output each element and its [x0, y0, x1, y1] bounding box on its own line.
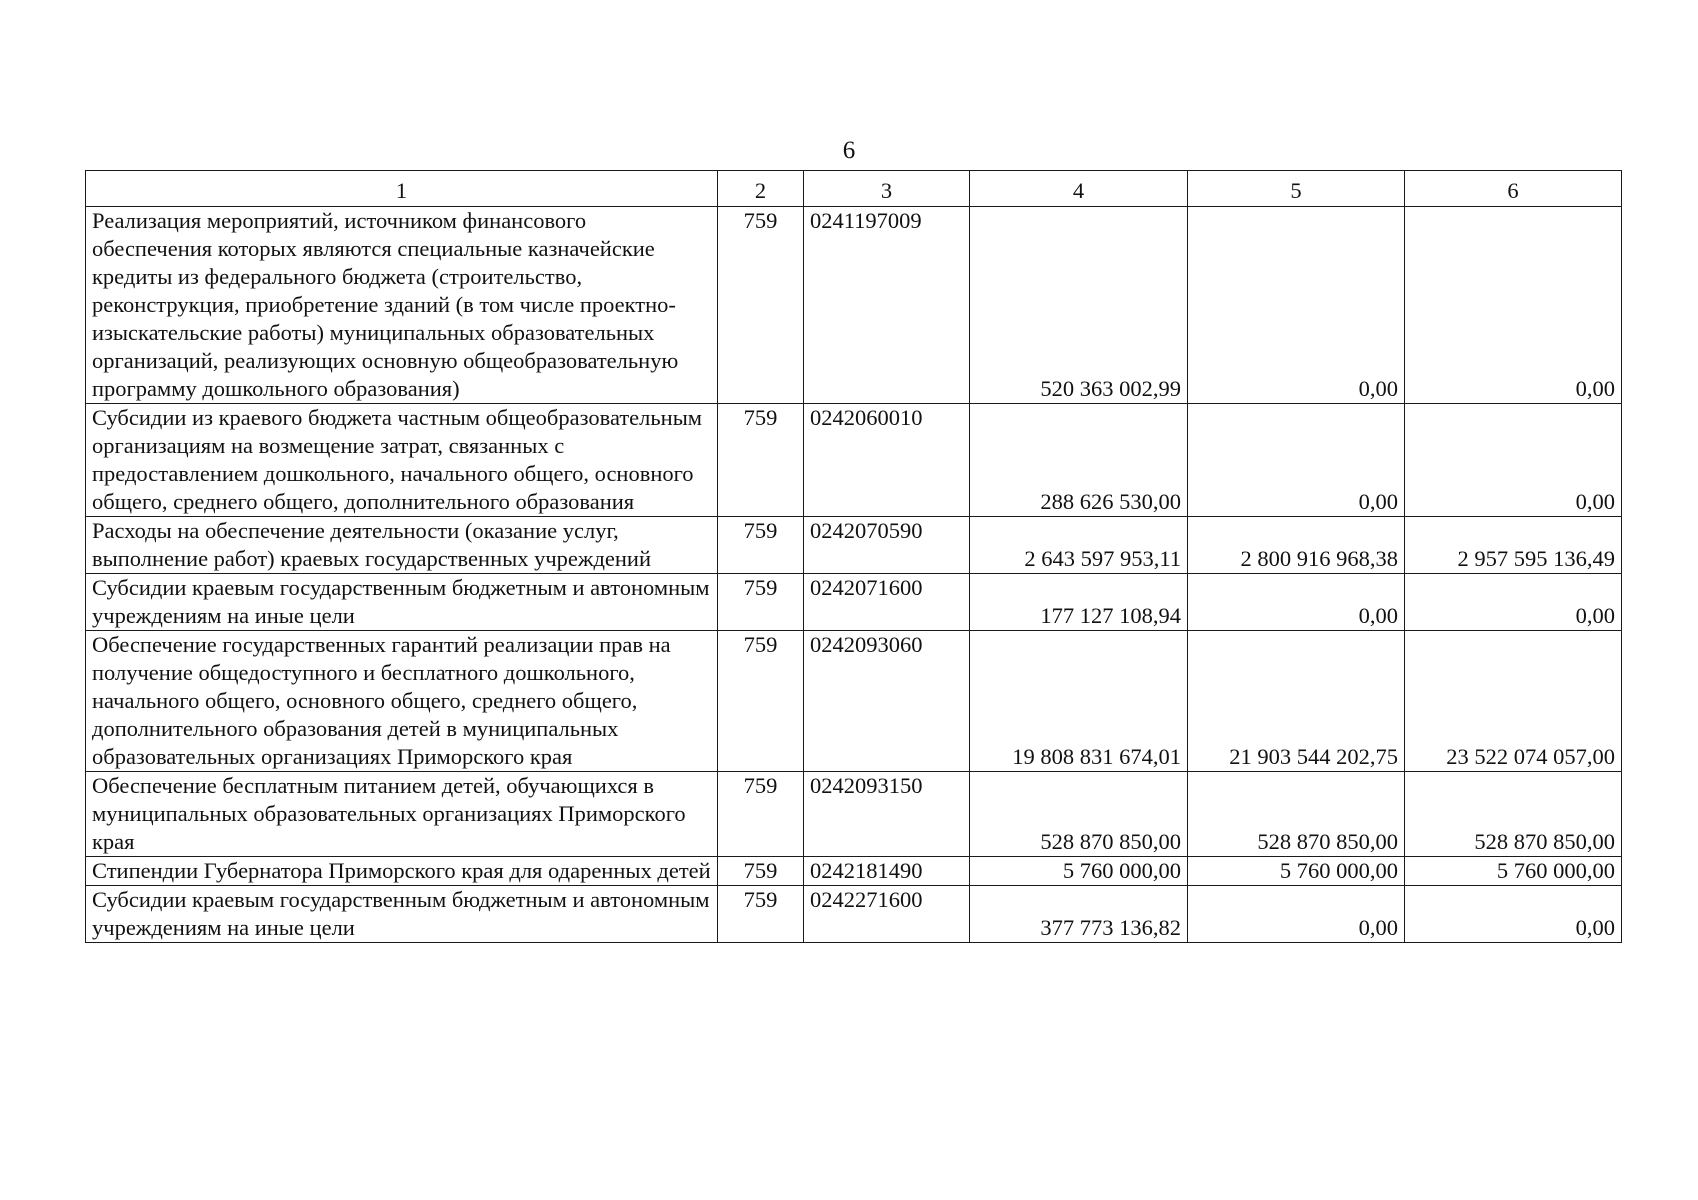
row-amount-5: 528 870 850,00 — [1188, 772, 1405, 857]
row-amount-6: 0,00 — [1405, 207, 1622, 404]
row-code-3: 0242093060 — [804, 631, 970, 772]
column-header-1: 1 — [86, 171, 718, 207]
table-row — [86, 772, 1622, 857]
row-name: Обеспечение государственных гарантий реализации прав на получение общедоступного и бесплатного дошкольного, начального общего, основного общего, среднего общего, дополнительного образования детей в муниципальных образовательных организациях Приморского края — [86, 631, 718, 772]
row-code-3: 0242070590 — [804, 517, 970, 574]
column-header-6: 6 — [1405, 171, 1622, 207]
row-amount-6: 23 522 074 057,00 — [1405, 631, 1622, 772]
row-amount-5: 5 760 000,00 — [1188, 857, 1405, 886]
row-amount-4: 520 363 002,99 — [970, 207, 1188, 404]
row-amount-4: 377 773 136,82 — [970, 886, 1188, 943]
row-amount-4: 528 870 850,00 — [970, 772, 1188, 857]
row-code-3: 0242060010 — [804, 404, 970, 517]
row-name: Обеспечение бесплатным питанием детей, обучающихся в муниципальных образовательных организациях Приморского края — [86, 772, 718, 857]
row-amount-6: 2 957 595 136,49 — [1405, 517, 1622, 574]
table-row — [86, 574, 1622, 631]
row-amount-4: 288 626 530,00 — [970, 404, 1188, 517]
row-code-3: 0242181490 — [804, 857, 970, 886]
row-name: Субсидии краевым государственным бюджетным и автономным учреждениям на иные цели — [86, 886, 718, 943]
row-code-3: 0241197009 — [804, 207, 970, 404]
table-row — [86, 886, 1622, 943]
budget-table — [85, 170, 1622, 943]
table-row — [86, 631, 1622, 772]
row-code-2: 759 — [718, 631, 804, 772]
row-amount-6: 0,00 — [1405, 574, 1622, 631]
row-name: Стипендии Губернатора Приморского края для одаренных детей — [86, 857, 718, 886]
row-code-2: 759 — [718, 857, 804, 886]
row-code-2: 759 — [718, 517, 804, 574]
row-amount-5: 0,00 — [1188, 574, 1405, 631]
row-code-2: 759 — [718, 404, 804, 517]
row-code-2: 759 — [718, 772, 804, 857]
row-amount-5: 21 903 544 202,75 — [1188, 631, 1405, 772]
row-amount-6: 528 870 850,00 — [1405, 772, 1622, 857]
row-code-3: 0242271600 — [804, 886, 970, 943]
row-amount-4: 19 808 831 674,01 — [970, 631, 1188, 772]
row-code-2: 759 — [718, 574, 804, 631]
column-header-3: 3 — [804, 171, 970, 207]
row-code-2: 759 — [718, 207, 804, 404]
row-name: Субсидии из краевого бюджета частным общеобразовательным организациям на возмещение затрат, связанных с предоставлением дошкольного, начального общего, основного общего, среднего общего, дополнительного образования — [86, 404, 718, 517]
column-header-2: 2 — [718, 171, 804, 207]
row-amount-5: 2 800 916 968,38 — [1188, 517, 1405, 574]
row-amount-4: 177 127 108,94 — [970, 574, 1188, 631]
row-code-3: 0242071600 — [804, 574, 970, 631]
row-amount-5: 0,00 — [1188, 207, 1405, 404]
table-row — [86, 517, 1622, 574]
row-amount-6: 0,00 — [1405, 886, 1622, 943]
table-row — [86, 857, 1622, 886]
row-name: Реализация мероприятий, источником финансового обеспечения которых являются специальные казначейские кредиты из федерального бюджета (строительство, реконструкция, приобретение зданий (в том числе проектно-изыскательские работы) муниципальных образовательных организаций, реализующих основную общеобразовательную программу дошкольного образования) — [86, 207, 718, 404]
table-row — [86, 404, 1622, 517]
row-name: Расходы на обеспечение деятельности (оказание услуг, выполнение работ) краевых государственных учреждений — [86, 517, 718, 574]
row-amount-4: 2 643 597 953,11 — [970, 517, 1188, 574]
table-row — [86, 207, 1622, 404]
row-code-3: 0242093150 — [804, 772, 970, 857]
row-amount-5: 0,00 — [1188, 404, 1405, 517]
row-amount-6: 5 760 000,00 — [1405, 857, 1622, 886]
page-number: 6 — [842, 137, 856, 164]
column-header-5: 5 — [1188, 171, 1405, 207]
row-amount-4: 5 760 000,00 — [970, 857, 1188, 886]
table-header-row — [86, 171, 1622, 207]
row-amount-6: 0,00 — [1405, 404, 1622, 517]
row-amount-5: 0,00 — [1188, 886, 1405, 943]
row-name: Субсидии краевым государственным бюджетным и автономным учреждениям на иные цели — [86, 574, 718, 631]
row-code-2: 759 — [718, 886, 804, 943]
column-header-4: 4 — [970, 171, 1188, 207]
